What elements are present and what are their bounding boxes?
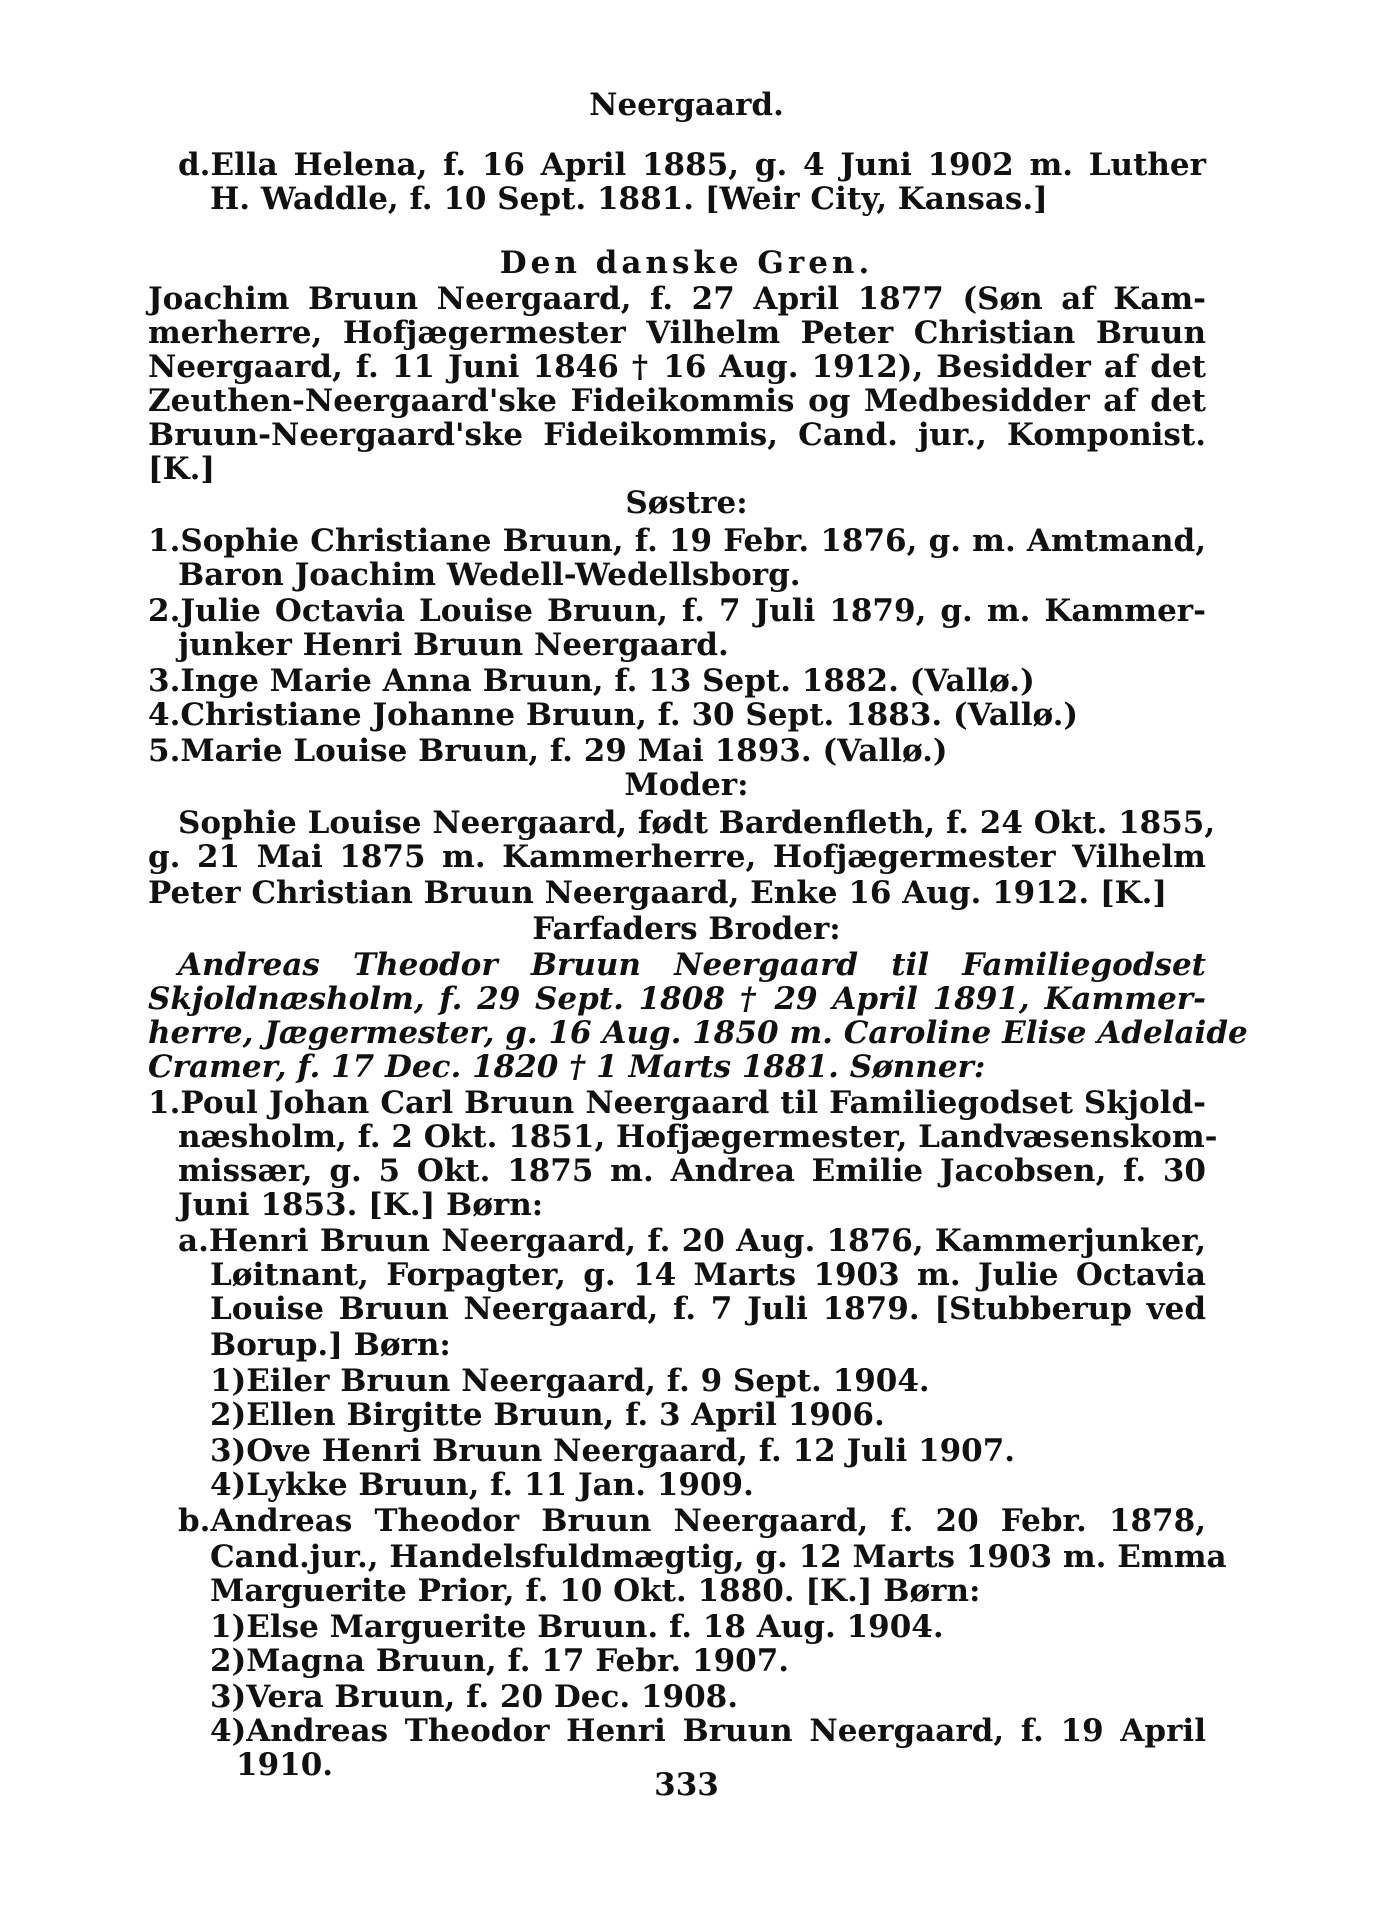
text-line: H. Waddle, f. 10 Sept. 1881. [Weir City, Kansas.] [210,181,1048,217]
text-line: 3.Inge Marie Anna Bruun, f. 13 Sept. 1882. (Vallø.) [148,663,1035,699]
text-line: [K.] [148,451,216,487]
text-line: Louise Bruun Neergaard, f. 7 Juli 1879. [Stubberup ved [210,1291,1206,1327]
text-line: Skjoldnæsholm, f. 29 Sept. 1808 † 29 April 1891, Kammer- [148,981,1206,1017]
text-line: 5.Marie Louise Bruun, f. 29 Mai 1893. (Vallø.) [148,733,948,769]
text-line: 3)Ove Henri Bruun Neergaard, f. 12 Juli 1907. [210,1433,1016,1469]
section-heading: Farfaders Broder: [532,911,841,947]
text-line: 1)Else Marguerite Bruun. f. 18 Aug. 1904. [210,1609,944,1645]
text-line: 4.Christiane Johanne Bruun, f. 30 Sept. 1883. (Vallø.) [148,697,1079,733]
text-line: junker Henri Bruun Neergaard. [178,627,729,663]
text-line: Peter Christian Bruun Neergaard, Enke 16 Aug. 1912. [K.] [148,875,1168,911]
text-line: Løitnant, Forpagter, g. 14 Marts 1903 m. Julie Octavia [210,1257,1206,1293]
text-line: Bruun-Neergaard'ske Fideikommis, Cand. jur., Komponist. [148,417,1206,453]
text-line: Juni 1853. [K.] Børn: [178,1187,544,1223]
text-line: 1.Sophie Christiane Bruun, f. 19 Febr. 1876, g. m. Amtmand, [148,523,1206,559]
section-heading: Moder: [624,767,749,803]
text-line: 1910. [236,1747,334,1783]
section-heading: Søstre: [625,485,748,521]
text-line: Cramer, f. 17 Dec. 1820 † 1 Marts 1881. Sønner: [148,1049,986,1085]
text-line: Marguerite Prior, f. 10 Okt. 1880. [K.] Børn: [210,1573,981,1609]
text-line: Borup.] Børn: [210,1327,451,1363]
page-title: Neergaard. [589,87,784,123]
text-line: herre, Jægermester, g. 16 Aug. 1850 m. Caroline Elise Adelaide [148,1015,1248,1051]
text-line: 4)Lykke Bruun, f. 11 Jan. 1909. [210,1467,754,1503]
text-line: 2)Ellen Birgitte Bruun, f. 3 April 1906. [210,1397,885,1433]
text-line: 1)Eiler Bruun Neergaard, f. 9 Sept. 1904. [210,1363,930,1399]
text-line: Sophie Louise Neergaard, født Bardenfleth, f. 24 Okt. 1855, [178,805,1216,841]
text-line: Baron Joachim Wedell-Wedellsborg. [178,557,801,593]
text-line: Zeuthen-Neergaard'ske Fideikommis og Medbesidder af det [148,383,1206,419]
text-line: b.Andreas Theodor Bruun Neergaard, f. 20 Febr. 1878, [178,1503,1206,1539]
text-line: Joachim Bruun Neergaard, f. 27 April 1877 (Søn af Kam- [148,281,1206,317]
text-line: missær, g. 5 Okt. 1875 m. Andrea Emilie Jacobsen, f. 30 [178,1153,1206,1189]
text-line: Neergaard, f. 11 Juni 1846 † 16 Aug. 1912), Besidder af det [148,349,1206,385]
text-line: merherre, Hofjægermester Vilhelm Peter Christian Bruun [148,315,1206,351]
text-line: g. 21 Mai 1875 m. Kammerherre, Hofjægermester Vilhelm [148,839,1206,875]
text-line: d.Ella Helena, f. 16 April 1885, g. 4 Juni 1902 m. Luther [178,147,1206,183]
text-line: 1.Poul Johan Carl Bruun Neergaard til Familiegodset Skjold- [148,1085,1206,1121]
section-heading: Den danske Gren. [499,245,874,281]
text-line: 3)Vera Bruun, f. 20 Dec. 1908. [210,1679,738,1715]
page-number: 333 [654,1767,719,1803]
text-line: 2.Julie Octavia Louise Bruun, f. 7 Juli 1879, g. m. Kammer- [148,593,1206,629]
text-line: Andreas Theodor Bruun Neergaard til Familiegodset [178,947,1206,983]
text-line: Cand.jur., Handelsfuldmægtig, g. 12 Marts 1903 m. Emma [210,1539,1227,1575]
text-line: næsholm, f. 2 Okt. 1851, Hofjægermester, Landvæsenskom- [178,1119,1218,1155]
text-line: a.Henri Bruun Neergaard, f. 20 Aug. 1876, Kammerjunker, [178,1223,1206,1259]
text-line: 2)Magna Bruun, f. 17 Febr. 1907. [210,1643,790,1679]
text-line: 4)Andreas Theodor Henri Bruun Neergaard, f. 19 April [210,1713,1206,1749]
